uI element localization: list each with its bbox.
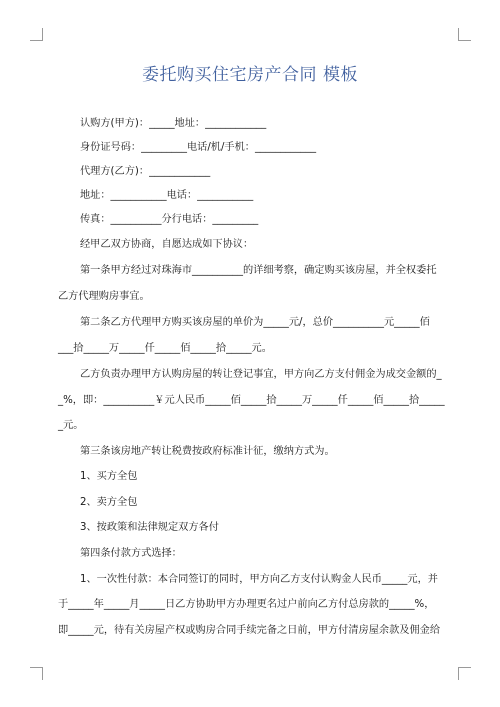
commission-line-2: _%，即：__________￥元人民币_____佰_____拾_____万_____仟_____佰_____拾_____ — [58, 395, 445, 406]
field-buyer-address: 认购方(甲方)：_____地址：____________ — [80, 118, 267, 129]
paragraph-agreement-intro: 经甲乙双方协商，自愿达成如下协议： — [80, 239, 254, 250]
article-3: 第三条该房地产转让税费按政府标准计征，缴纳方式为。 — [80, 446, 335, 457]
document-title: 委托购买住宅房产合同 模板 — [142, 65, 358, 85]
commission-line-3: _元。 — [58, 420, 84, 431]
crop-mark-bottom-left — [30, 667, 43, 680]
option-each-pays: 3、按政策和法律规定双方各付 — [80, 522, 219, 533]
payment-line-3: 即_____元，待有关房屋产权或购房合同手续完备之日前，甲方付清房屋余款及佣金给 — [58, 625, 441, 636]
crop-mark-bottom-right — [458, 667, 471, 680]
option-seller-pays: 2、卖方全包 — [80, 497, 138, 508]
article-1-line-1: 第一条甲方经过对珠海市__________的详细考察，确定购买该房屋，并全权委托 — [80, 265, 437, 276]
field-id-phone: 身份证号码：_________电话/机/手机：____________ — [80, 142, 317, 153]
crop-mark-top-right — [458, 28, 471, 41]
article-4: 第四条付款方式选择： — [80, 548, 182, 559]
field-fax-branch-phone: 传真：__________分行电话：_________ — [80, 214, 259, 225]
option-buyer-pays: 1、买方全包 — [80, 471, 138, 482]
commission-line-1: 乙方负责办理甲方认购房屋的转让登记事宜，甲方向乙方支付佣金为成交金额的_ — [80, 369, 442, 380]
field-agent: 代理方(乙方)：____________ — [80, 166, 211, 177]
crop-mark-top-left — [30, 28, 43, 41]
field-address-phone: 地址：___________电话：___________ — [80, 190, 254, 201]
article-1-line-2: 乙方代理购房事宜。 — [58, 291, 150, 302]
payment-line-2: 于_____年_____月_____日乙方协助甲方办理更名过户前向乙方付总房款的_____%， — [58, 599, 435, 610]
article-2-line-1: 第二条乙方代理甲方购买该房屋的单价为_____元/，总价__________元_____佰 — [80, 317, 430, 328]
payment-line-1: 1、一次性付款：本合同签订的同时，甲方向乙方支付认购金人民币_____元，并 — [80, 574, 438, 585]
article-2-line-2: ___拾_____万_____仟_____佰_____拾_____元。 — [58, 343, 272, 354]
